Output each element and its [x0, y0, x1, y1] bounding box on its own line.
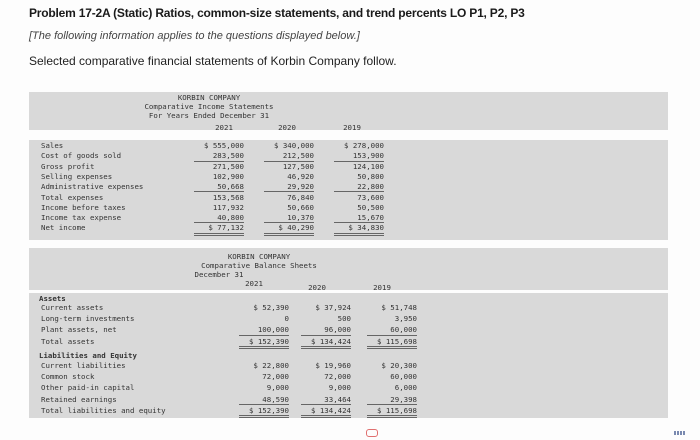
row-value: $ 19,960: [315, 361, 351, 370]
row-value: 15,670: [334, 213, 384, 223]
row-label: Selling expenses: [41, 171, 113, 181]
row-value: 10,370: [264, 213, 314, 223]
row-value: 46,920: [287, 171, 314, 181]
row-value: 48,590: [239, 395, 289, 405]
income-company: KORBIN COMPANY: [177, 93, 241, 102]
row-value: 40,800: [194, 213, 244, 223]
income-year-2: 2020: [278, 123, 296, 132]
row-label: Administrative expenses: [41, 182, 144, 192]
row-value: 72,000: [262, 372, 289, 382]
row-value: 117,932: [212, 202, 244, 212]
income-year-3: 2019: [343, 123, 361, 132]
row-value: 33,464: [301, 395, 351, 405]
row-value: 29,398: [367, 395, 417, 405]
row-label: Total assets: [41, 336, 95, 346]
balance-period: December 31: [194, 270, 244, 279]
row-value: 9,000: [266, 383, 289, 393]
row-value: $ 115,698: [367, 406, 417, 418]
row-label: Current assets: [41, 303, 104, 312]
row-label: Sales: [41, 141, 64, 150]
row-value: 500: [337, 314, 351, 324]
row-value: 76,840: [287, 192, 314, 202]
row-label: Plant assets, net: [41, 325, 117, 335]
row-value: 153,568: [212, 192, 244, 202]
row-value: 60,000: [390, 372, 417, 382]
row-value: 271,500: [212, 161, 244, 171]
row-value: 22,800: [334, 182, 384, 192]
row-label: Cost of goods sold: [41, 151, 122, 161]
row-value: $ 340,000: [273, 141, 314, 150]
row-label: Net income: [41, 223, 86, 233]
row-value: $ 37,924: [315, 303, 351, 312]
row-value: 60,000: [367, 325, 417, 335]
income-title: Comparative Income Statements: [144, 102, 274, 111]
row-value: $ 134,424: [301, 406, 351, 418]
balance-sheet: [29, 248, 668, 428]
row-label: Income tax expense: [41, 213, 122, 223]
liabilities-heading: Liabilities and Equity: [39, 351, 137, 360]
row-value: $ 40,290: [264, 223, 314, 235]
row-value: 0: [284, 314, 289, 324]
income-statement: [29, 92, 668, 242]
row-value: $ 278,000: [343, 141, 384, 150]
row-label: Long-term investments: [41, 314, 135, 324]
balance-year-1: 2021: [245, 279, 263, 288]
row-value: 50,800: [357, 171, 384, 181]
balance-company: KORBIN COMPANY: [227, 252, 291, 261]
row-value: $ 555,000: [203, 141, 244, 150]
row-value: 50,660: [287, 202, 314, 212]
row-value: $ 34,830: [334, 223, 384, 235]
assets-heading: Assets: [39, 294, 66, 303]
row-label: Income before taxes: [41, 202, 126, 212]
balance-year-2: 2020: [308, 283, 326, 292]
row-value: 72,000: [324, 372, 351, 382]
row-value: 50,668: [194, 182, 244, 192]
row-value: $ 52,390: [253, 303, 289, 312]
row-value: $ 152,390: [239, 337, 289, 349]
row-value: $ 115,698: [367, 337, 417, 349]
row-value: 283,500: [194, 151, 244, 161]
row-value: 50,500: [357, 202, 384, 212]
row-value: 124,100: [352, 161, 384, 171]
row-label: Other paid-in capital: [41, 383, 135, 393]
problem-heading: Problem 17-2A (Static) Ratios, common-size statements, and trend percents LO P1, P2, P3: [29, 6, 525, 20]
row-value: 127,500: [282, 161, 314, 171]
row-label: Gross profit: [41, 161, 95, 171]
row-value: 102,900: [212, 171, 244, 181]
resize-grip-icon: [674, 431, 686, 435]
link-icon: [366, 429, 378, 437]
row-label: Total liabilities and equity: [41, 405, 166, 415]
instruction-text: Selected comparative financial statements of Korbin Company follow.: [29, 54, 397, 68]
row-value: 100,000: [239, 325, 289, 335]
row-value: $ 20,300: [381, 361, 417, 370]
row-value: 9,000: [328, 383, 351, 393]
row-value: 6,000: [394, 383, 417, 393]
balance-title: Comparative Balance Sheets: [201, 261, 317, 270]
row-label: Total expenses: [41, 192, 104, 202]
row-value: $ 22,800: [253, 361, 289, 370]
balance-year-3: 2019: [373, 283, 391, 292]
applies-note: [The following information applies to the questions displayed below.]: [29, 30, 360, 42]
row-value: 29,920: [264, 182, 314, 192]
row-value: $ 134,424: [301, 337, 351, 349]
row-value: 153,900: [334, 151, 384, 161]
row-label: Retained earnings: [41, 394, 117, 404]
row-value: 96,000: [301, 325, 351, 335]
row-value: $ 77,132: [194, 223, 244, 235]
income-year-1: 2021: [215, 123, 233, 132]
row-value: 3,950: [394, 314, 417, 324]
row-label: Common stock: [41, 372, 95, 382]
row-value: $ 51,748: [381, 303, 417, 312]
row-value: 212,500: [264, 151, 314, 161]
row-value: $ 152,390: [239, 406, 289, 418]
row-label: Current liabilities: [41, 361, 126, 370]
income-period: For Years Ended December 31: [148, 111, 270, 120]
row-value: 73,600: [357, 192, 384, 202]
